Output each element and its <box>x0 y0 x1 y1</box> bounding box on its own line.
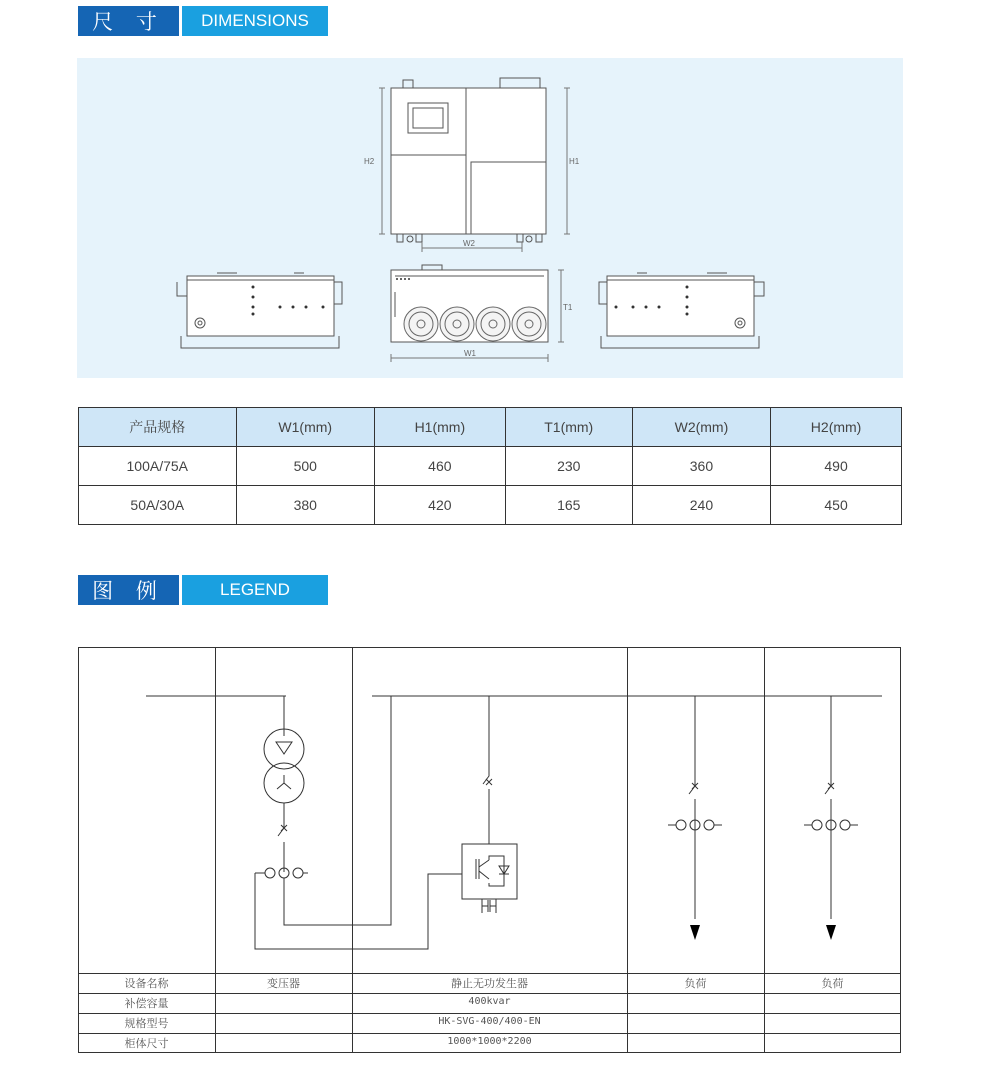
table-cell: 490 <box>771 447 902 486</box>
label-w1: W1 <box>464 349 476 358</box>
spec-table-header <box>79 408 902 447</box>
right-side-view <box>607 276 754 336</box>
spec-table <box>78 407 902 525</box>
left-side-view <box>187 276 334 336</box>
table-row <box>79 447 902 486</box>
cabinet-drawings <box>77 58 903 378</box>
svg-device-label: 静止无功发生器 <box>451 977 528 990</box>
col-header: W1(mm) <box>236 408 374 447</box>
table-cell: 500 <box>236 447 374 486</box>
front-view-body <box>391 88 546 234</box>
transformer-label: 变压器 <box>267 977 300 990</box>
row-label-capacity: 补偿容量 <box>124 997 169 1010</box>
table-cell: 100A/75A <box>79 447 237 486</box>
table-cell: 165 <box>505 486 632 525</box>
label-h2: H2 <box>364 157 375 166</box>
row-label-model: 规格型号 <box>124 1017 169 1030</box>
table-cell: 460 <box>374 447 505 486</box>
svg-device-symbol <box>462 844 517 899</box>
ct-wire-1 <box>284 696 391 925</box>
cabinet-size-value: 1000*1000*2200 <box>447 1036 532 1047</box>
table-cell: 420 <box>374 486 505 525</box>
capacity-value: 400kvar <box>468 996 511 1007</box>
col-header: 产品规格 <box>79 408 237 447</box>
dimensions-title-en: DIMENSIONS <box>182 6 328 36</box>
row-label-device-name: 设备名称 <box>124 977 169 990</box>
table-cell: 50A/30A <box>79 486 237 525</box>
dimension-drawing-panel <box>77 58 903 378</box>
table-cell: 360 <box>632 447 770 486</box>
load-1-arrow <box>690 925 700 940</box>
legend-header <box>78 575 328 605</box>
load-1-label: 负荷 <box>684 977 707 990</box>
legend-title-cn: 图 例 <box>78 575 179 605</box>
table-cell: 230 <box>505 447 632 486</box>
table-cell: 240 <box>632 486 770 525</box>
dimensions-title-cn: 尺 寸 <box>78 6 179 36</box>
load-2-label: 负荷 <box>821 977 844 990</box>
label-t1: T1 <box>563 303 573 312</box>
col-header: H2(mm) <box>771 408 902 447</box>
dimensions-header <box>78 6 328 36</box>
table-cell: 450 <box>771 486 902 525</box>
table-row <box>79 486 902 525</box>
legend-title-en: LEGEND <box>182 575 328 605</box>
single-line-diagram <box>78 647 901 1053</box>
label-h1: H1 <box>569 157 580 166</box>
col-header: T1(mm) <box>505 408 632 447</box>
legend-diagram <box>78 647 901 1053</box>
col-header: W2(mm) <box>632 408 770 447</box>
front-view-top-vent <box>500 78 540 88</box>
model-value: HK-SVG-400/400-EN <box>438 1016 541 1027</box>
label-w2: W2 <box>463 239 475 248</box>
col-header: H1(mm) <box>374 408 505 447</box>
row-label-cabinet: 柜体尺寸 <box>124 1037 169 1050</box>
ct-wire-2 <box>255 873 462 949</box>
load-2-arrow <box>826 925 836 940</box>
table-cell: 380 <box>236 486 374 525</box>
